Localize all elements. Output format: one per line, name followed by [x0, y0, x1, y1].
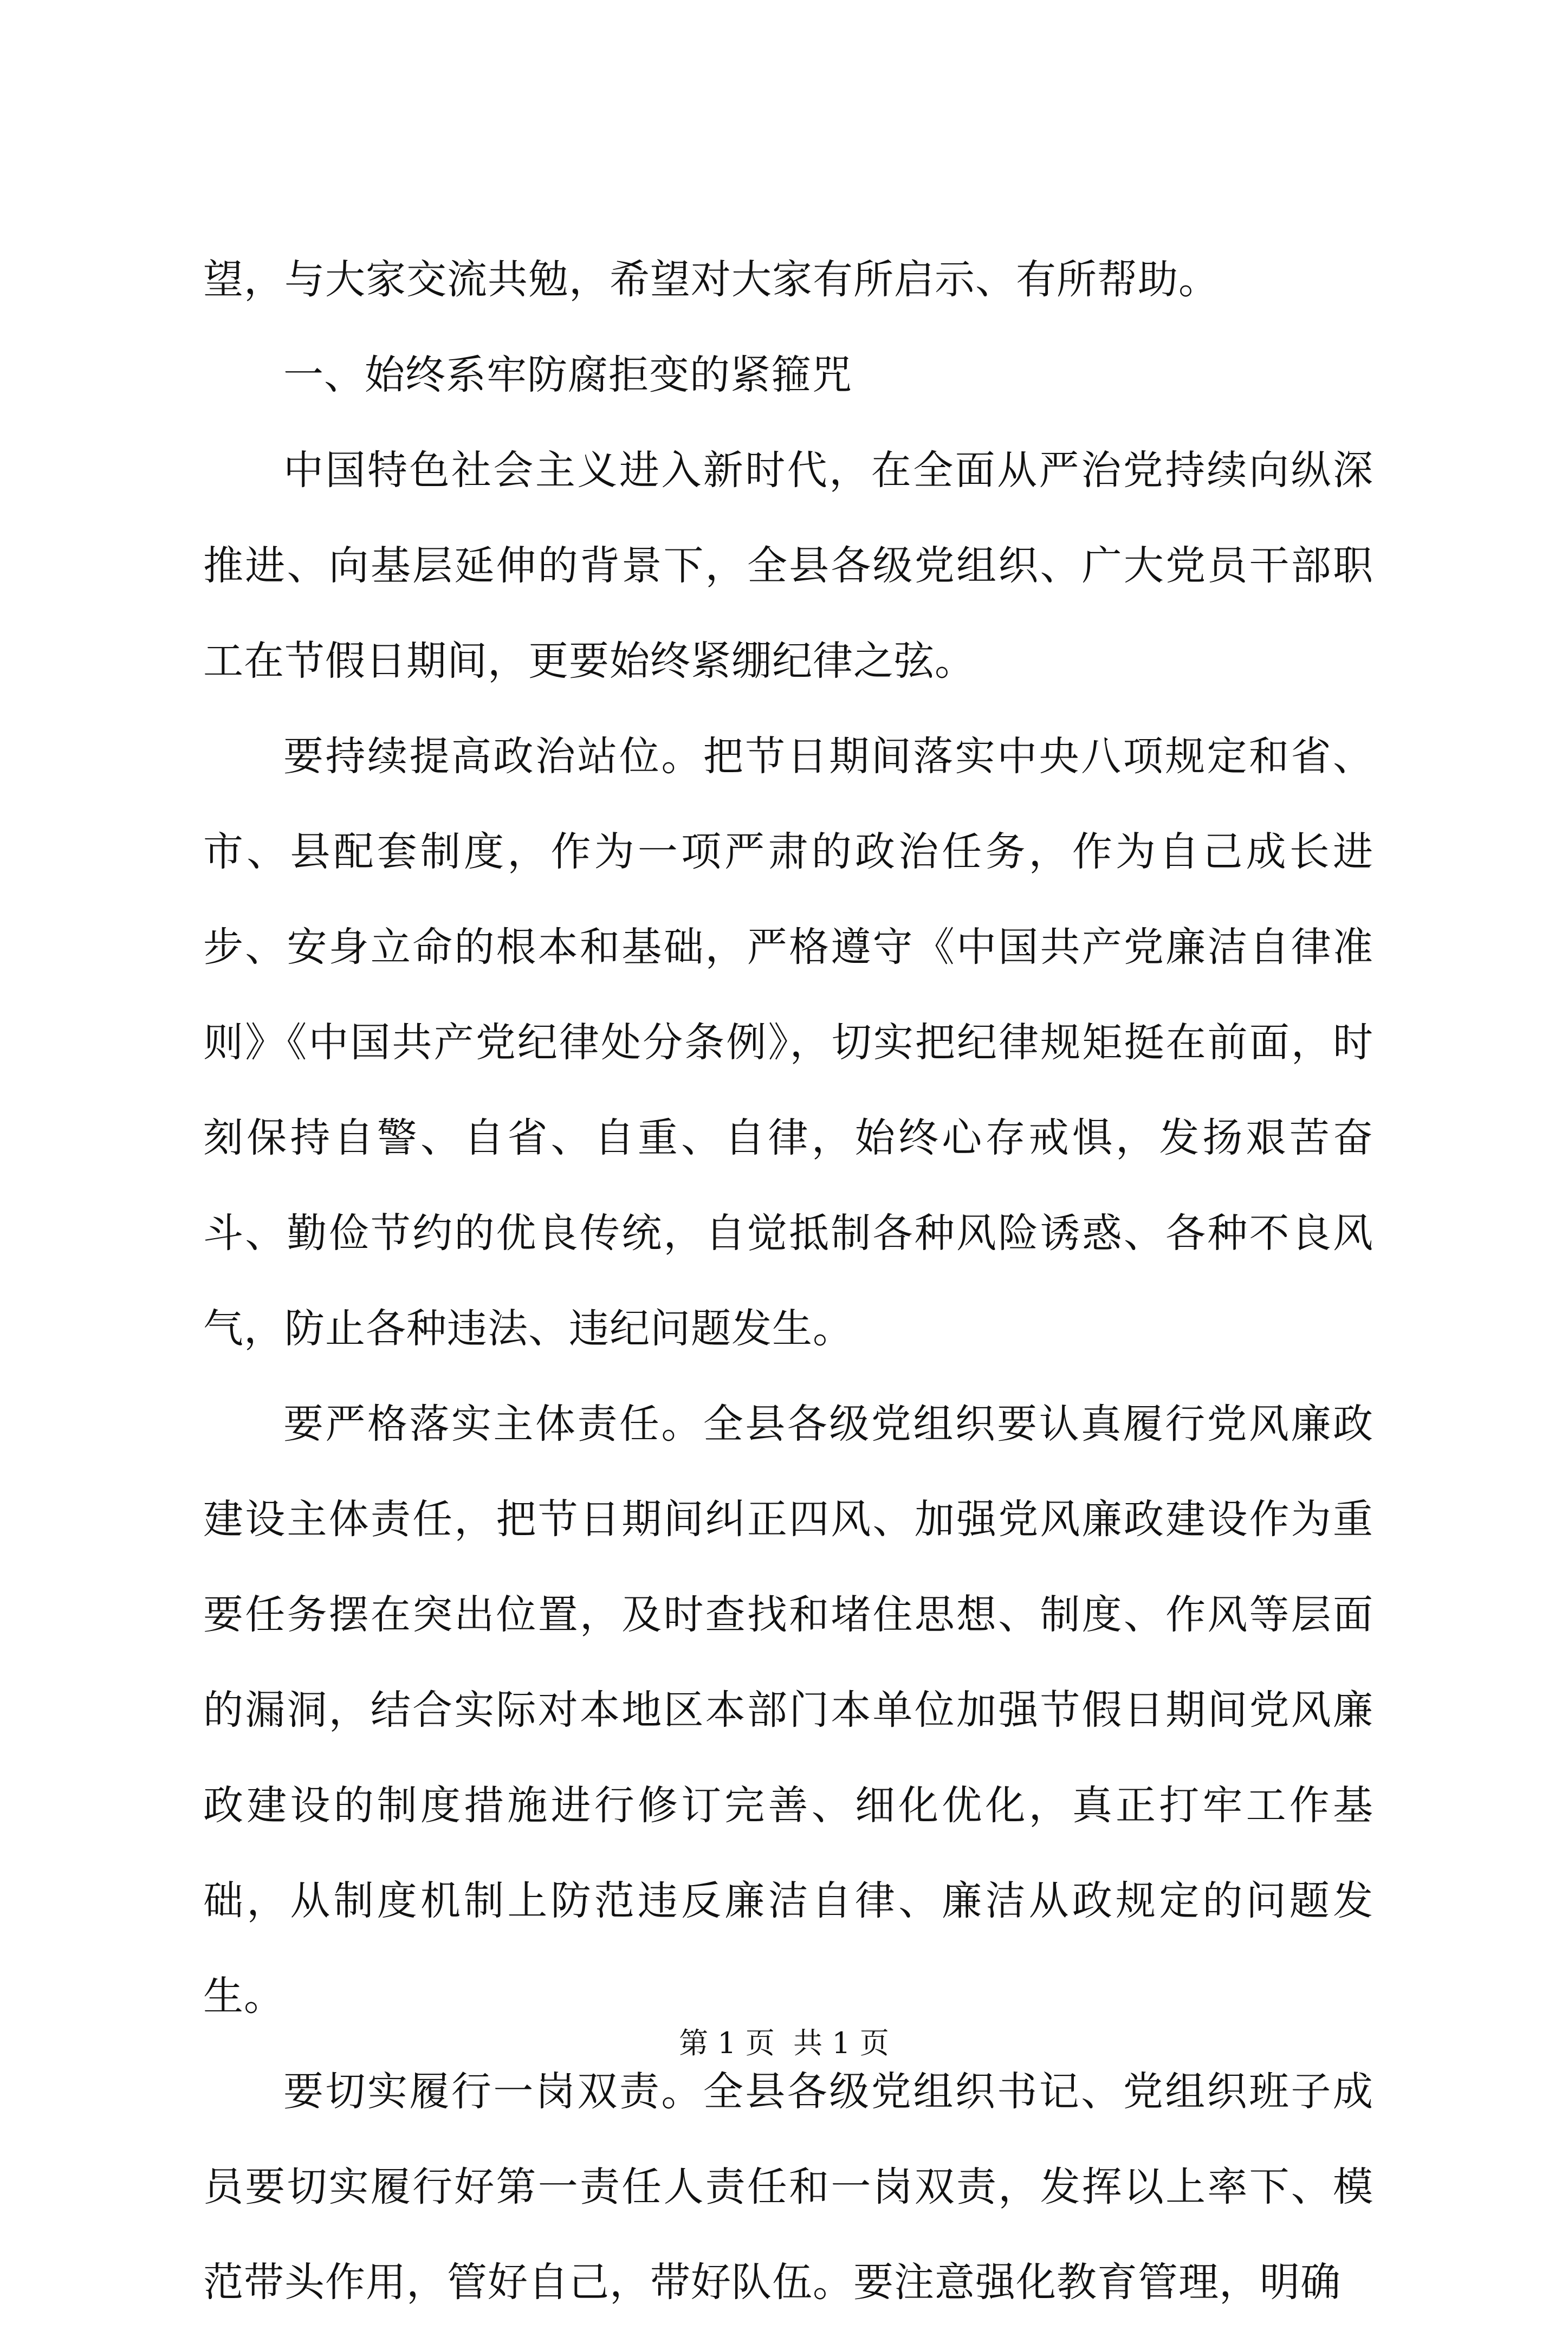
- paragraph: 中国特色社会主义进入新时代，在全面从严治党持续向纵深推进、向基层延伸的背景下，全县各级党组织、广大党员干部职工在节假日期间，更要始终紧绷纪律之弦。: [203, 447, 1373, 684]
- document-body: [203, 232, 1373, 2330]
- page-footer: [0, 2024, 1568, 2062]
- section-heading: 一、始终系牢防腐拒变的紧箍咒: [283, 352, 852, 398]
- paragraph: 要切实履行一岗双责。全县各级党组织书记、党组织班子成员要切实履行好第一责任人责任和一岗双责，发挥以上率下、模范带头作用，管好自己，带好队伍。要注意强化教育管理，明确: [203, 2068, 1373, 2306]
- page-number-label: 第 1 页 共 1 页: [679, 2026, 889, 2060]
- paragraph: 要持续提高政治站位。把节日期间落实中央八项规定和省、市、县配套制度，作为一项严肃的政治任务，作为自己成长进步、安身立命的根本和基础，严格遵守《中国共产党廉洁自律准则》《中国共产党纪律处分条例》，切实把纪律规矩挺在前面，时刻保持自警、自省、自重、自律，始终心存戒惧，发扬艰苦奋斗、勤俭节约的优良传统，自觉抵制各种风险诱惑、各种不良风气，防止各种违法、违纪问题发生。: [203, 733, 1373, 1352]
- paragraph-continuation: 望，与大家交流共勉，希望对大家有所启示、有所帮助。: [203, 256, 1219, 303]
- paragraph: 要严格落实主体责任。全县各级党组织要认真履行党风廉政建设主体责任，把节日期间纠正四风、加强党风廉政建设作为重要任务摆在突出位置，及时查找和堵住思想、制度、作风等层面的漏洞，结合实际对本地区本部门本单位加强节假日期间党风廉政建设的制度措施进行修订完善、细化优化，真正打牢工作基础，从制度机制上防范违反廉洁自律、廉洁从政规定的问题发生。: [203, 1401, 1373, 2020]
